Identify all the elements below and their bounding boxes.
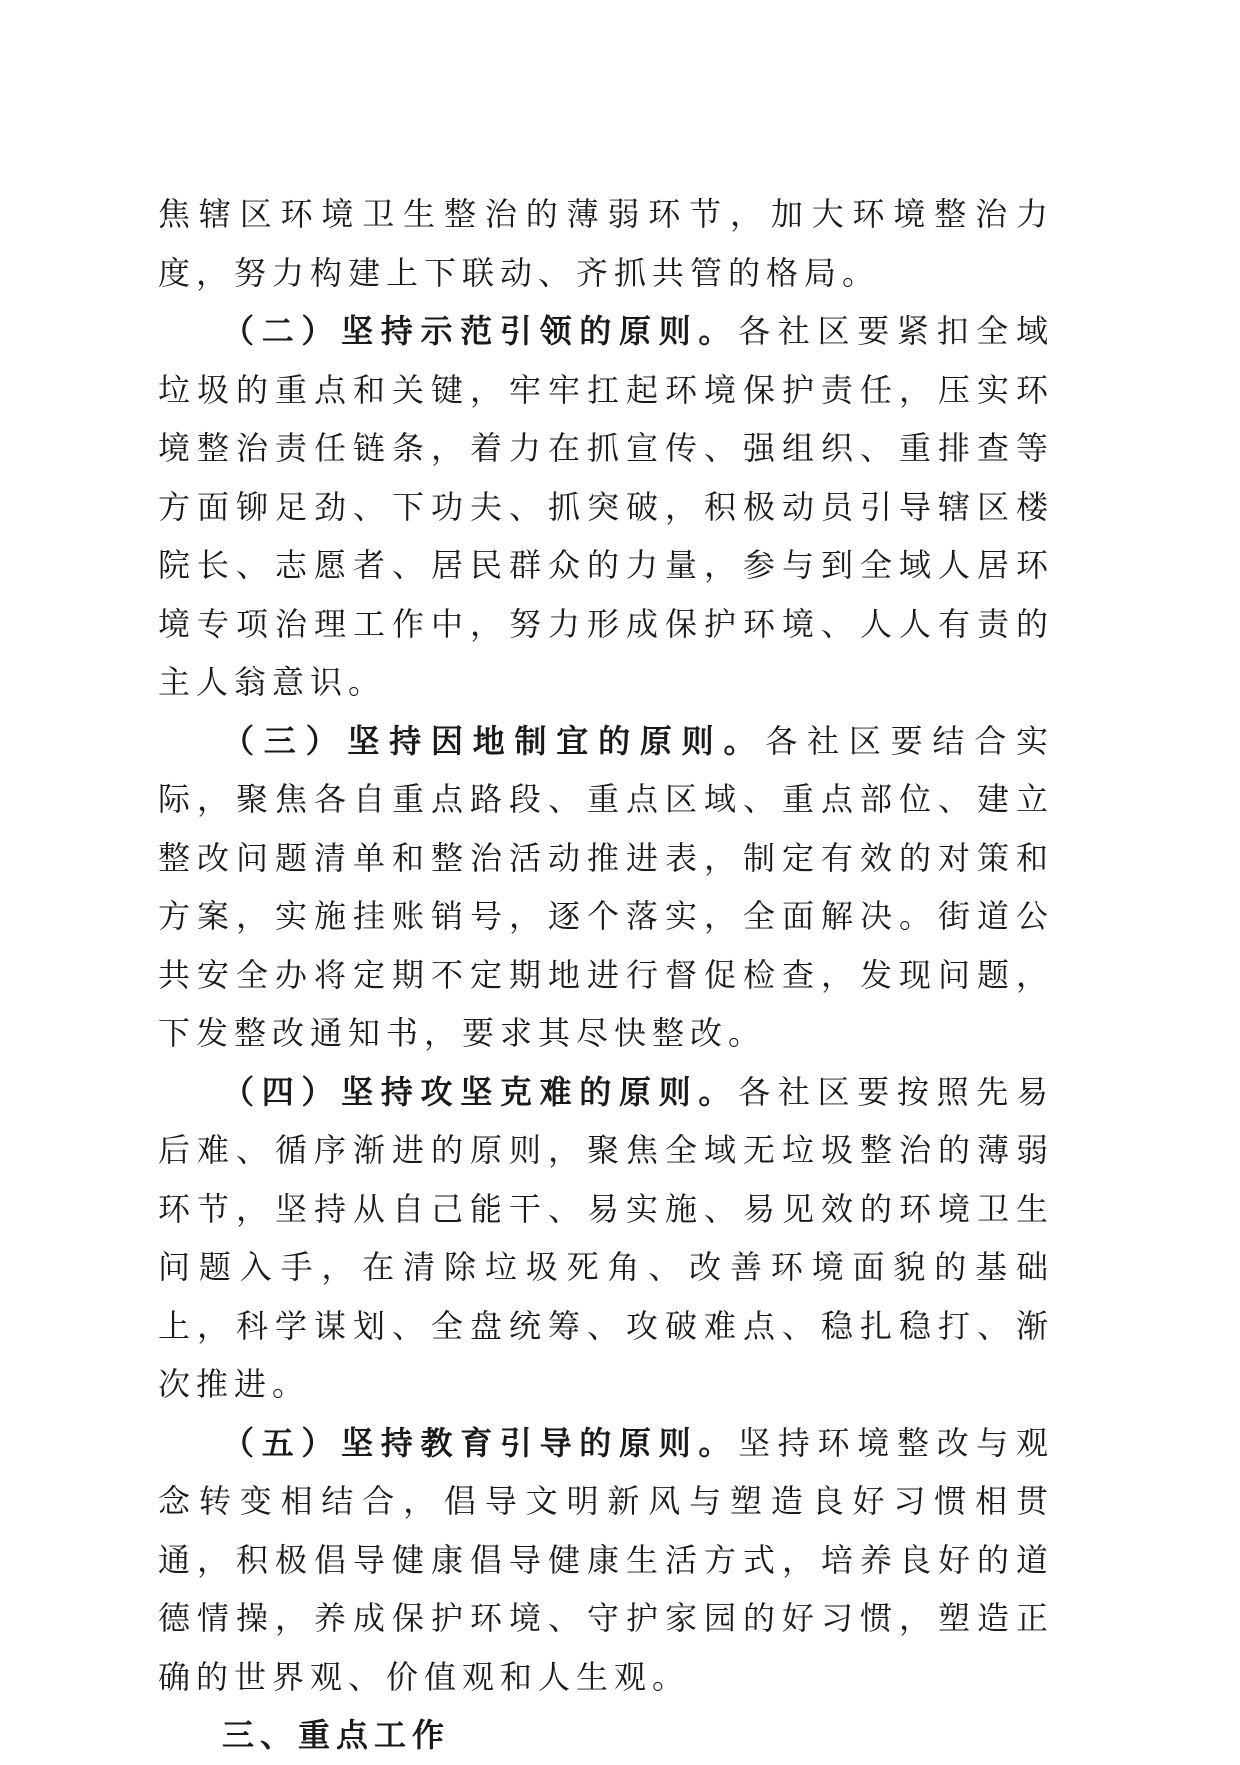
paragraph-text: 各社区要结合实际，聚焦各自重点路段、重点区域、重点部位、建立整改问题清单和整治活动推进表，制定有效的对策和方案，实施挂账销号，逐个落实，全面解决。街道公共安全办将定期不定期地进行督促检查，发现问题，下发整改通知书，要求其尽快整改。 [158,721,1054,1052]
document-body [158,185,1054,1765]
paragraph-heading: （二）坚持示范引领的原则。 [222,312,739,350]
paragraph-text: 坚持环境整改与观念转变相结合，倡导文明新风与塑造良好习惯相贯通，积极倡导健康倡导健康生活方式，培养良好的道德情操，养成保护环境、守护家园的好习惯，塑造正确的世界观、价值观和人生观。 [158,1423,1054,1696]
paragraph-principle-2 [158,302,1054,712]
paragraph-heading: （五）坚持教育引导的原则。 [222,1423,739,1462]
paragraph-text: 焦辖区环境卫生整治的薄弱环节，加大环境整治力度，努力构建上下联动、齐抓共管的格局。 [158,195,1054,292]
paragraph-heading: （四）坚持攻坚克难的原则。 [222,1072,739,1111]
paragraph-text: 各社区要紧扣全域垃圾的重点和关键，牢牢扛起环境保护责任，压实环境整治责任链条，着力在抓宣传、强组织、重排查等方面铆足劲、下功夫、抓突破，积极动员引导辖区楼院长、志愿者、居民群众的力量，参与到全域人居环境专项治理工作中，努力形成保护环境、人人有责的主人翁意识。 [158,312,1054,701]
paragraph-principle-4 [158,1063,1054,1414]
paragraph-principle-3 [158,712,1054,1063]
paragraph-principle-5 [158,1414,1054,1707]
paragraph-text: 各社区要按照先易后难、循序渐进的原则，聚焦全域无垃圾整治的薄弱环节，坚持从自己能干、易实施、易见效的环境卫生问题入手，在清除垃圾死角、改善环境面貌的基础上，科学谋划、全盘统筹、攻破难点、稳扎稳打、渐次推进。 [158,1072,1054,1403]
paragraph-heading: （三）坚持因地制宜的原则。 [222,721,766,760]
section-heading: 三、重点工作 [222,1716,451,1754]
paragraph-continuation [158,185,1054,302]
